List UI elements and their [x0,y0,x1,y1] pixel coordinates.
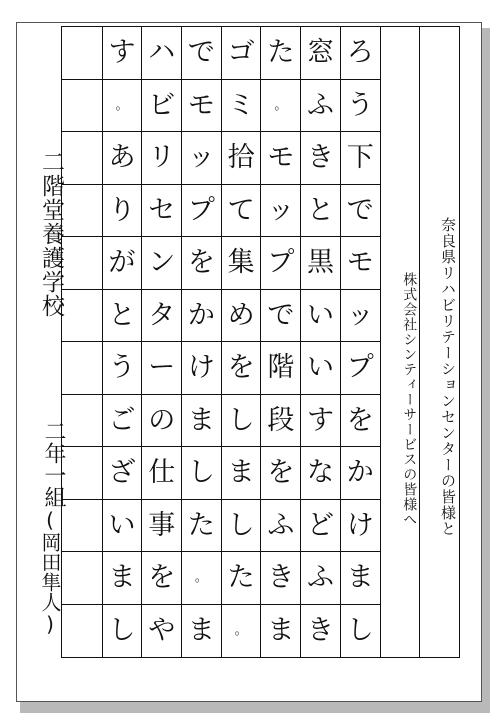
grid-cell [62,342,102,395]
grid-cell: 。 [103,80,142,133]
grid-cell: い [301,290,340,343]
grid-cell: プ [261,237,300,290]
grid-cell: き [301,132,340,185]
grid-cell: う [341,80,380,133]
grid-cell: 階 [261,342,300,395]
grid-column-8 [141,27,181,657]
grid-cell: ろ [341,27,380,80]
grid-cell: モ [182,80,221,133]
grid-cell: ビ [142,80,181,133]
grid-cell: モ [341,237,380,290]
grid-cell: を [222,342,261,395]
recipient-line-2: 株式会社シンティーサービスの皆様へ [401,272,418,527]
grid-cell: め [222,290,261,343]
grid-cell: の [142,395,181,448]
grid-cell: 。 [182,552,221,605]
grid-cell: を [261,447,300,500]
grid-cell: し [108,615,136,647]
grid-cell: し [182,447,221,500]
grid-column-5 [260,27,300,657]
grid-cell: 。 [261,80,300,133]
grid-cell: ご [103,395,142,448]
grid-cell [62,80,102,133]
grid-cell: け [182,342,221,395]
grid-cell: う [103,342,142,395]
grid-cell: を [142,552,181,605]
school-name: 二階堂養護学校 [38,150,64,318]
grid-cell [62,605,102,658]
grid-cell: ま [267,615,295,647]
grid-cell: き [261,552,300,605]
grid-column-recipient-1 [419,27,459,657]
grid-column-recipient-2 [380,27,420,657]
grid-cell: と [301,185,340,238]
grid-cell: ま [103,552,142,605]
grid-cell: た [222,552,261,605]
grid-cell: ど [301,500,340,553]
grid-cell: し [222,500,261,553]
grid-cell: ざ [103,447,142,500]
grid-cell: 集 [222,237,261,290]
grid-cell [62,552,102,605]
grid-cell: り [103,185,142,238]
grid-cell: ン [142,237,181,290]
grid-cell: モ [261,132,300,185]
grid-cell: し [222,395,261,448]
grid-cell: ふ [301,552,340,605]
grid-cell [62,27,102,80]
grid-cell: 下 [341,132,380,185]
grid-column-7 [181,27,221,657]
grid-cell: た [182,500,221,553]
grid-cell: ふ [261,500,300,553]
grid-column-10 [62,27,102,657]
grid-cell: で [261,290,300,343]
student-name: (岡田隼人) [38,508,62,636]
grid-cell: セ [142,185,181,238]
grid-cell: あ [103,132,142,185]
grid-cell: リ [142,132,181,185]
grid-cell: タ [142,290,181,343]
class-name: 二年一組 [41,420,66,508]
grid-cell: ミ [222,80,261,133]
grid-cell: で [341,185,380,238]
recipient-line-1: 奈良県リハビリテーションセンターの皆様と [439,217,457,537]
grid-cell: 仕 [142,447,181,500]
grid-cell: ッ [341,290,380,343]
grid-cell: 窓 [301,27,340,80]
grid-cell: ー [142,342,181,395]
grid-cell: け [341,500,380,553]
grid-cell: 拾 [222,132,261,185]
grid-cell: や [148,615,176,647]
grid-cell: な [301,447,340,500]
grid-cell: い [103,500,142,553]
grid-cell: を [182,237,221,290]
grid-cell: が [103,237,142,290]
grid-cell: ま [187,615,215,647]
grid-cell: 。 [234,623,248,639]
grid-column-4 [300,27,340,657]
grid-cell: ま [222,447,261,500]
manuscript-grid [61,26,460,658]
grid-cell: 段 [261,395,300,448]
grid-cell: プ [341,342,380,395]
grid-cell: ま [341,552,380,605]
grid-cell: き [307,615,335,647]
grid-cell: ッ [182,132,221,185]
grid-cell: と [103,290,142,343]
grid-column-6 [221,27,261,657]
grid-cell: ッ [261,185,300,238]
grid-cell: 事 [142,500,181,553]
grid-cell: か [182,290,221,343]
grid-cell: し [346,615,374,647]
grid-column-9 [102,27,142,657]
grid-cell: て [222,185,261,238]
grid-cell: ハ [142,27,181,80]
grid-cell: ふ [301,80,340,133]
grid-cell: ゴ [222,27,261,80]
grid-column-3 [340,27,380,657]
grid-cell: 黒 [301,237,340,290]
grid-cell: か [341,447,380,500]
grid-cell: を [341,395,380,448]
grid-cell: た [261,27,300,80]
grid-cell: い [301,342,340,395]
grid-cell: で [182,27,221,80]
grid-cell: ま [182,395,221,448]
grid-cell: す [103,27,142,80]
grid-cell: プ [182,185,221,238]
grid-cell: す [301,395,340,448]
